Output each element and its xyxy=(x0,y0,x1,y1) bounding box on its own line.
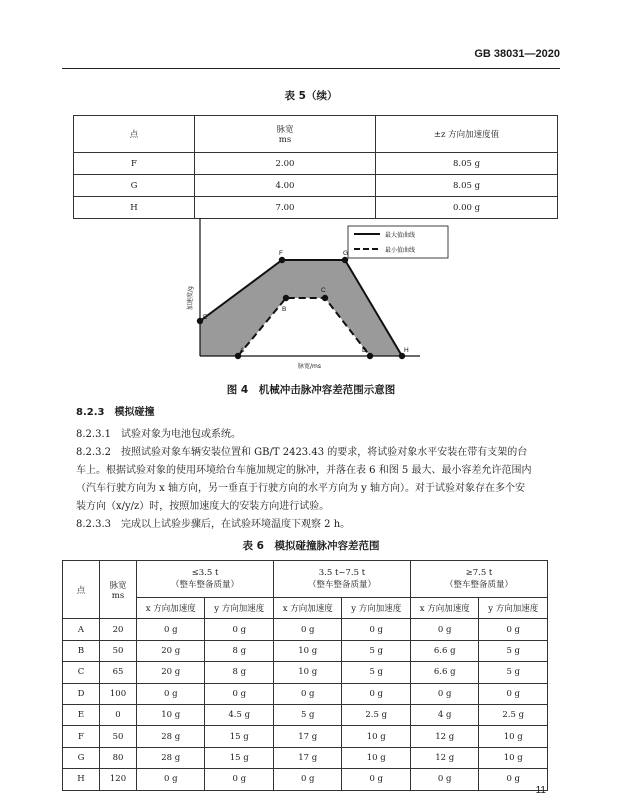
table6-cell: 12 g xyxy=(410,726,478,747)
table6-cell: 4 g xyxy=(410,704,478,725)
table6-cell: 17 g xyxy=(273,726,341,747)
table6-cell: 28 g xyxy=(137,726,205,747)
table6-cell: 0 g xyxy=(137,769,205,790)
figure4-diagram xyxy=(170,218,458,378)
table6-cell-width: 50 xyxy=(100,640,137,661)
table6-cell-width: 50 xyxy=(100,726,137,747)
tolerance-region xyxy=(200,260,402,356)
table6-cell: 15 g xyxy=(205,726,274,747)
table6-cell: 10 g xyxy=(137,704,205,725)
table6-cell-width: 80 xyxy=(100,747,137,768)
table6-cell: 10 g xyxy=(273,662,341,683)
table6-cell: 0 g xyxy=(479,769,548,790)
table6-cell: 10 g xyxy=(479,747,548,768)
standard-code: GB 38031—2020 xyxy=(474,48,560,60)
table6-cell: 0 g xyxy=(410,769,478,790)
point-d-marker xyxy=(367,353,373,359)
table6-cell: 5 g xyxy=(342,662,411,683)
table6-cell-width: 65 xyxy=(100,662,137,683)
point-c-label: C xyxy=(321,287,326,294)
table5-cell-accel: 0.00 g xyxy=(376,197,558,219)
table6-header-x-accel: x 方向加速度 xyxy=(137,598,205,619)
table6-header-x-accel: x 方向加速度 xyxy=(273,598,341,619)
table6-header-x-accel: x 方向加速度 xyxy=(410,598,478,619)
table6-group-range: 3.5 t~7.5 t xyxy=(318,568,366,578)
page-number: 11 xyxy=(535,785,546,796)
table6-cell: 2.5 g xyxy=(342,704,411,725)
table6-header-y-accel: y 方向加速度 xyxy=(205,598,274,619)
point-b-marker xyxy=(283,295,289,301)
table6-cell: 20 g xyxy=(137,640,205,661)
table-row xyxy=(74,175,558,197)
table6-cell: 0 g xyxy=(410,683,478,704)
point-h-label: H xyxy=(404,347,409,354)
table6-cell: 0 g xyxy=(137,683,205,704)
table6-cell-point: F xyxy=(63,726,100,747)
point-a-label: A xyxy=(240,347,245,354)
point-c-marker xyxy=(322,295,328,301)
table6-cell-width: 0 xyxy=(100,704,137,725)
table6-cell-width: 100 xyxy=(100,683,137,704)
table6-group-sub: （整车整备质量） xyxy=(307,580,376,590)
table6-cell: 0 g xyxy=(137,619,205,640)
table6-cell: 0 g xyxy=(342,769,411,790)
table6-header-point: 点 xyxy=(63,561,100,619)
point-d-label: D xyxy=(362,347,367,354)
table6-header-group-1 xyxy=(137,561,274,598)
table6-cell-point: H xyxy=(63,769,100,790)
paragraph-8-2-3-1: 8.2.3.1 试验对象为电池包或系统。 xyxy=(76,429,241,440)
table-row xyxy=(63,726,548,747)
table5-header-accel: ±z 方向加速度值 xyxy=(376,116,558,153)
table-row xyxy=(63,683,548,704)
table6-cell: 2.5 g xyxy=(479,704,548,725)
table6-group-range: ≥7.5 t xyxy=(465,568,493,578)
table6-header-width-unit: ms xyxy=(111,590,125,601)
table6-header-y-accel: y 方向加速度 xyxy=(479,598,548,619)
point-g-marker xyxy=(342,257,348,263)
table5-header-row xyxy=(74,116,558,153)
table6-group-sub: （整车整备质量） xyxy=(444,580,513,590)
table6-cell-point: E xyxy=(63,704,100,725)
table6-group-sub: （整车整备质量） xyxy=(170,580,239,590)
table5-header-point: 点 xyxy=(74,116,195,153)
table6-cell: 0 g xyxy=(205,769,274,790)
table6-cell: 10 g xyxy=(342,726,411,747)
table-row xyxy=(63,769,548,790)
table5-cell-accel: 8.05 g xyxy=(376,153,558,175)
table6-cell: 0 g xyxy=(410,619,478,640)
table6-header-width-label: 脉宽 xyxy=(109,580,127,591)
table6-cell-width: 20 xyxy=(100,619,137,640)
table6-cell: 0 g xyxy=(205,683,274,704)
table6-cell: 17 g xyxy=(273,747,341,768)
table6-cell: 0 g xyxy=(342,683,411,704)
table6-header-y-accel: y 方向加速度 xyxy=(342,598,411,619)
table-row xyxy=(74,197,558,219)
paragraph-line: 车上。根据试验对象的使用环境给台车施加规定的脉冲，并落在表 6 和图 5 最大、最小容差允许范围内 xyxy=(76,465,532,476)
point-b-label: B xyxy=(282,306,287,313)
table6-group-range: ≤3.5 t xyxy=(191,568,219,578)
table6-cell: 4.5 g xyxy=(205,704,274,725)
table6-cell: 6.6 g xyxy=(410,640,478,661)
legend xyxy=(348,226,448,258)
table6-cell: 5 g xyxy=(273,704,341,725)
table6-cell-point: C xyxy=(63,662,100,683)
table6-cell: 5 g xyxy=(479,662,548,683)
table6-cell: 15 g xyxy=(205,747,274,768)
legend-min-label: 最小值曲线 xyxy=(385,247,416,254)
paragraph-8-2-3-3: 8.2.3.3 完成以上试验步骤后，在试验环境温度下观察 2 h。 xyxy=(76,519,351,530)
table6-cell: 5 g xyxy=(479,640,548,661)
header-rule xyxy=(62,68,560,69)
table6-header-group-3 xyxy=(410,561,547,598)
table6-cell: 0 g xyxy=(273,769,341,790)
table-row xyxy=(63,640,548,661)
table6-cell: 0 g xyxy=(273,683,341,704)
table6-cell: 12 g xyxy=(410,747,478,768)
table6-cell: 20 g xyxy=(137,662,205,683)
point-f-marker xyxy=(279,257,285,263)
table6-cell: 10 g xyxy=(479,726,548,747)
table6 xyxy=(62,560,548,791)
table6-cell-point: B xyxy=(63,640,100,661)
table6-cell: 0 g xyxy=(342,619,411,640)
table-row xyxy=(63,704,548,725)
table6-cell: 0 g xyxy=(479,619,548,640)
x-axis-label: 脉宽/ms xyxy=(298,363,321,370)
table6-cell: 5 g xyxy=(342,640,411,661)
paragraph-line: 8.2.3.2 按照试验对象车辆安装位置和 GB/T 2423.43 的要求，将试验对象水平安装在带有支架的台 xyxy=(76,447,528,458)
table6-cell: 10 g xyxy=(273,640,341,661)
table5-cell-accel: 8.05 g xyxy=(376,175,558,197)
table6-header-row-1 xyxy=(63,561,548,598)
figure4-caption: 图 4 机械冲击脉冲容差范围示意图 xyxy=(226,384,396,396)
table6-cell: 8 g xyxy=(205,640,274,661)
table6-cell: 0 g xyxy=(479,683,548,704)
table6-cell-point: A xyxy=(63,619,100,640)
paragraph-line: 装方向（x/y/z）时，按照加速度大的安装方向进行试验。 xyxy=(76,501,330,512)
table5 xyxy=(73,115,558,219)
table6-cell-point: D xyxy=(63,683,100,704)
table6-cell-width: 120 xyxy=(100,769,137,790)
table5-cell-point: G xyxy=(74,175,195,197)
point-g-label: G xyxy=(343,250,349,257)
table-row xyxy=(63,619,548,640)
paragraph-line: （汽车行驶方向为 x 轴方向，另一垂直于行驶方向的水平方向为 y 轴方向）。对于试验对象存在多个安 xyxy=(76,483,526,494)
table6-cell: 0 g xyxy=(273,619,341,640)
table5-caption: 表 5（续） xyxy=(284,90,338,102)
table5-header-width xyxy=(195,116,376,153)
table6-header-width xyxy=(100,561,137,619)
table6-header-group-2 xyxy=(273,561,410,598)
table5-cell-width: 2.00 xyxy=(195,153,376,175)
paragraph-8-2-3-2 xyxy=(76,444,562,516)
table6-cell: 10 g xyxy=(342,747,411,768)
table6-cell: 0 g xyxy=(205,619,274,640)
table5-cell-point: H xyxy=(74,197,195,219)
table5-cell-width: 7.00 xyxy=(195,197,376,219)
table6-cell-point: G xyxy=(63,747,100,768)
table5-cell-point: F xyxy=(74,153,195,175)
table-row xyxy=(74,153,558,175)
table5-header-width-label: 脉宽 xyxy=(276,125,294,135)
table6-cell: 8 g xyxy=(205,662,274,683)
section-title: 8.2.3 模拟碰撞 xyxy=(76,407,155,418)
point-e-label: E xyxy=(203,314,208,321)
table5-header-width-unit: ms xyxy=(278,135,292,145)
table-row xyxy=(63,662,548,683)
table6-cell: 28 g xyxy=(137,747,205,768)
table6-caption: 表 6 模拟碰撞脉冲容差范围 xyxy=(242,540,380,552)
point-f-label: F xyxy=(279,250,283,257)
table5-cell-width: 4.00 xyxy=(195,175,376,197)
table-row xyxy=(63,747,548,768)
y-axis-label: 加速度/g xyxy=(187,286,194,310)
legend-max-label: 最大值曲线 xyxy=(385,232,416,239)
table6-cell: 6.6 g xyxy=(410,662,478,683)
